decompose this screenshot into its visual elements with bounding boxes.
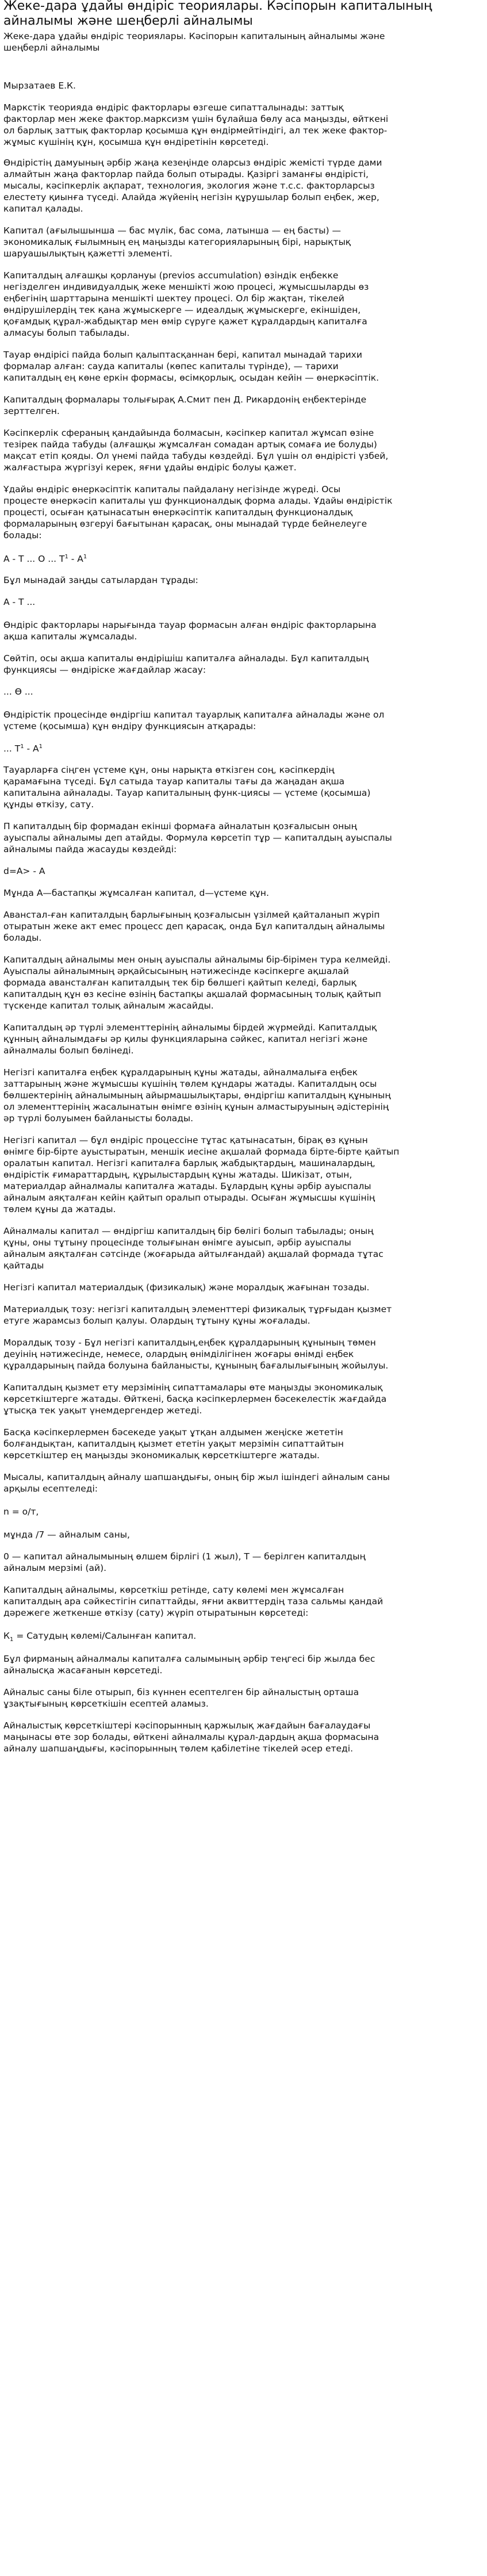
text-line: болады: [3, 530, 42, 540]
text-line: айналым аяқталған сәтсінде (жоғарыда айтылғандай) ақшалай формада тұтас [3, 1249, 384, 1259]
text-line: жұмыс күшінің құн, қосымша құн өндіретінін көрсетеді. [3, 137, 269, 147]
text-line: Айналыс саны біле отырып, біз күннен есептелген бір айналыстың орташа [3, 1687, 359, 1697]
text-line: деуінің нәтижесінде, немесе, олардың өнімділігінен жоғары өнімді еңбек [3, 1349, 354, 1359]
text-line: құны, оны тұтыну процесінде толығынан өнімге ауысып, әрбір ауыспалы [3, 1237, 351, 1248]
text-line: Негізгі капиталға еңбек құралдарының құны жатады, айналмалыға еңбек [3, 1067, 358, 1078]
formula-stage-3: ... $Т^1 - А^1$ [3, 743, 43, 754]
text-line: айналымы пайда жасауды көздейді: [3, 844, 177, 854]
text-line: Аванстал-ған капиталдың барлығының қозғалысын үзілмей қайталанып жүріп [3, 910, 380, 920]
text-line: формада авансталған капиталдың тек бір бөлшегі қайтып келеді, барлық [3, 977, 356, 988]
text-line: Тауар өндірісі пайда болып қалыптасқаннан бері, капитал мынадай тарихи [3, 350, 362, 360]
text-line: алмайтын жаңа факторлар пайда болып отырады. Қазіргі заманғы өндірісті, [3, 169, 369, 179]
text-line: экономикалық ғылымның ең маңызды категорияларының бірі, нарықтық [3, 237, 351, 247]
text-line: факторлар мен жеке фактор.марксизм үшін бұлайша бөлу аса маңызды, өйткені [3, 114, 389, 124]
text-line: заттарының және жұмысшы күшінің төлем құндары жатады. Капиталдың осы [3, 1079, 377, 1089]
text-line: зерттелген. [3, 406, 60, 416]
text-line: ауыспалы айналымы деп атайды. Формула көрсетіп тұр — капиталдың ауыспалы [3, 833, 392, 843]
text-line: қайтады [3, 1260, 44, 1271]
text-line: Өндірістің дамуының әрбір жаңа кезеңінде оларсыз өндіріс жемісті түрде дами [3, 158, 382, 168]
text-line: ақша капиталы жұмсалады. [3, 631, 137, 642]
formula-profit: d=A> - A [3, 866, 45, 876]
text-line: еңбегінің шарттарына меншікті шектеу процесі. Ол бір жақтан, тікелей [3, 293, 344, 304]
text-line: Материалдық тозу: негізгі капиталдың элементтері физикалық тұрғыдан қызмет [3, 1304, 392, 1314]
text-line: Капиталдың қызмет ету мерзімінің сипаттамалары өте маңызды экономикалық [3, 1382, 383, 1393]
text-line: қоғамдық құрал-жабдықтар мен өмір сүруге қажет құралдардың капиталға [3, 316, 367, 327]
text-line: Негізгі капитал материалдық (физикалық) және моралдық жағынан тозады. [3, 1282, 370, 1293]
text-line: отыратын жеке акт емес процесс деп қарасақ, онда Бұл капиталдың айналымы [3, 921, 385, 931]
text-line: өндірушілердің тек қана жұмыскерге — идеалдық жұмыскерге, екіншіден, [3, 305, 361, 315]
text-line: бөлшектерінің айналымының айырмашылықтары, өндіргіш капиталдың құнының [3, 1090, 391, 1101]
formula-stage-1: А - Т ... [3, 597, 36, 607]
text-line: ол элементтерінің жасалынатын өнімге өзінің құнын алмастыруының әдістерінің [3, 1102, 389, 1112]
text-line: Басқа кәсіпкерлермен бәсекеде уақыт ұтқан алдымен жеңіске жететін [3, 1427, 343, 1438]
text-line: Капиталдың әр түрлі элементтерінің айналымы бірдей жүрмейді. Капиталдық [3, 1022, 377, 1033]
text-line: Маркстік теорияда өндіріс факторлары өзгеше сипатталынады: заттық [3, 102, 344, 113]
text-line: процесті, осыған қатынасатын өнеркәсіптік капиталдың функционалдық [3, 507, 353, 518]
text-line: болғандықтан, капиталдың қызмет ететін уақыт мерзімін сипаттайтын [3, 1439, 344, 1449]
text-line: формалар алған: саудa капиталы (көпес капиталы түрінде), — тарихи [3, 361, 339, 371]
text-line: мақсат етіп қояды. Ол үнемі пайда табуды көздейді. Бұл үшін ол өндірісті үзбей, [3, 451, 389, 461]
text-line: айналу шапшаңдығы, кәсіпорынның төлем қабілетіне тікелей әсер етеді. [3, 1743, 354, 1754]
text-line: Ұдайы өндіріс өнеркәсіптік капиталы пайдалану негізінде жүреді. Осы [3, 484, 341, 494]
text-line: дәрежеге жеткенше өткізу (сату) жүріп отыратынын көрсетеді: [3, 1608, 309, 1618]
text-line: функциясы — өндіріске жағдайлар жасау: [3, 665, 206, 675]
text-line: материалдар айналмалы капиталға жатады. Бұлардың құны әрбір ауыспалы [3, 1181, 371, 1191]
text-line: 0 — капитал айналымының өлшем бірлігі (1 жыл), Т — берілген капиталдың [3, 1551, 366, 1562]
text-line: құралдарының пайда болуына байланысты, құнының бағалылығының жойылуы. [3, 1360, 389, 1371]
text-line: өнімге бір-бірте ауыстыратын, меншік иесіне ақшалай формада бірте-бірте қайтып [3, 1147, 400, 1157]
text-line: Мысалы, капиталдың айналу шапшаңдығы, оның бір жыл ішіндегі айналым саны [3, 1472, 390, 1482]
text-line: оралатын капитал. Негізгі капиталға барлық жабдықтардың, машиналардың, [3, 1158, 375, 1168]
text-line: процесте өнеркәсіп капиталы үш функционалдық форма алады. Ұдайы өндірістік [3, 496, 393, 506]
text-line: тезірек пайда табуды (алғашқы жұмсалған сомадан артық сомаға ие болуды) [3, 439, 377, 450]
text-line: Мұнда A—бастапқы жұмсалған капитал, d—үстеме құн. [3, 888, 269, 898]
text-line: маңынасы өте зор болады, өйткені айналмалы құрал-дардың ақша формасына [3, 1732, 379, 1742]
text-line: етуге жарамсыз болып қалуы. Олардың тұтыну құны жоғалады. [3, 1316, 310, 1326]
text-line: әр түрлі болуымен байланысты болады. [3, 1113, 194, 1124]
text-line: үстеме (қосымша) құн өндіру функциясын атқарады: [3, 721, 256, 731]
text-line: Сөйтіп, осы ақша капиталы өндірішіш капиталға айналады. Бұл капиталдың [3, 653, 369, 664]
text-line: Капиталдың айналымы, көрсеткіш ретінде, сату көлемі мен жұмсалған [3, 1585, 344, 1595]
text-line: көрсеткіштер ең маңызды экономикалық көрсеткіштерге жатады. [3, 1450, 320, 1460]
text-line: формаларының өзгеруі бағытынан қарасақ, оны мынадай түрде бейнелеуге [3, 519, 367, 529]
text-line: айналысқа жасағанын көрсетеді. [3, 1665, 163, 1676]
text-line: Капиталдың айналымы мен оның ауыспалы айналымы бір-бірімен тура келмейді. [3, 954, 391, 965]
text-line: капиталдың ең көне еркін формасы, өсімқорлық, осыдан кейін — өнеркәсіптік. [3, 373, 379, 383]
text-line: Кәсіпкерлік сфераның қандайында болмасын, кәсіпкер капитал жұмсап өзіне [3, 428, 374, 438]
text-line: қарамағына түседі. Бұл сатыда тауар капиталы тағы да жаңадан ақша [3, 776, 345, 787]
page-subheading-line-2: шеңберлі айналымы [3, 43, 100, 53]
text-line: мұнда /7 — айналым саны, [3, 1529, 130, 1540]
text-line: ұзақтығының көрсеткішін есептей аламыз. [3, 1699, 209, 1709]
text-line: айналым мерзімі (ай). [3, 1563, 107, 1573]
text-line: Капитал (ағылышынша — бас мүлік, бас сома, латынша — ең басты) — [3, 225, 341, 236]
text-line: Бұл фирманың айналмалы капиталға салымының әрбір теңгесі бір жылда бес [3, 1654, 375, 1664]
text-line: Тауарларға сіңген үстеме құн, оны нарықта өткізген соң, кәсіпкердің [3, 765, 335, 775]
text-line: құнды өткізу, сату. [3, 799, 94, 810]
text-line: түскенде капитал толық айналым жасайды. [3, 1000, 214, 1011]
text-line: Бұл мынадай заңды сатылардан тұрады: [3, 575, 198, 585]
text-line: Капиталдың формалары толығырақ А.Смит пен Д. Рикардонің еңбектерінде [3, 394, 367, 405]
author-name: Мырзатаев Е.К. [3, 80, 76, 91]
page-subheading-line-1: Жеке-дара ұдайы өндіріс теориялары. Кәсіпорын капиталының айналымы және [3, 31, 385, 41]
text-line: капиталдың құн өз кесіне өзінің бастапқы ақшалай формасының толық қайтып [3, 989, 381, 999]
page-heading-line-1: Жеке-дара ұдайы өндіріс теориялары. Кәсіпорын капиталының [3, 0, 432, 13]
text-line: ұтысқа тек уақыт үнемдергендер жетеді. [3, 1405, 202, 1416]
page-heading-line-2: айналымы және шеңберлі айналымы [3, 14, 253, 28]
text-line: жалғастыра жүргізуі керек, яғни ұдайы өндіріс болуы қажет. [3, 462, 297, 473]
text-line: Айналмалы капитал — өндіргіш капиталдың бір бөлігі болып табылады; оның [3, 1226, 374, 1236]
formula-circuit: А - Т ... О ... $Т^1 - А^1$ [3, 554, 87, 565]
text-line: өндірістік ғимараттардың, құрылыстардың құны жатады. Шикізат, отын, [3, 1170, 352, 1180]
text-line: негізделген индивидуалдық жеке меншікті жою процесі, жұмысшыларды өз [3, 282, 369, 292]
text-line: болады. [3, 933, 42, 943]
text-line: Негізгі капитал — бұл өндіріс процессіне тұтас қатынасатын, бірақ өз құнын [3, 1135, 368, 1145]
text-line: көрсеткіштерге жатады. Өйткені, басқа кәсіпкерлермен бәсекелестік жағдайда [3, 1394, 387, 1404]
text-line: елестету қиынға түседі. Алайда жүйенің негізін құрушылар болып еңбек, жер, [3, 192, 379, 202]
text-line: Айналыстық көрсеткіштері кәсіпорынның қаржылық жағдайын бағалаудағы [3, 1720, 371, 1731]
text-line: алмасуы болып табылады. [3, 328, 130, 338]
text-line: Капиталдың алғашқы қорлануы (previos accumulation) өзіндік еңбекке [3, 270, 339, 281]
text-line: Өндіріс факторлары нарығында тауар формасын алған өндіріс факторларына [3, 620, 377, 630]
text-line: ол барлық заттық факторлар қосымша құн өндірмейтіндігі, ал тек жеке фактор- [3, 125, 388, 136]
text-line: арқылы есептеледі: [3, 1483, 98, 1494]
text-line: капитал қалады. [3, 204, 83, 214]
text-line: Өндірістік процесінде өндіргіш капитал тауарлық капиталға айналады және ол [3, 710, 385, 720]
text-line: шаруашылықтың қажетті элементі. [3, 248, 172, 259]
text-line: айналмалы болып бөлінеді. [3, 1045, 134, 1056]
text-line: мысалы, кәсіпкерлік ақпарат, технология, экология және т.с.с. факторларсыз [3, 181, 375, 191]
formula-turnover: n = о/т, [3, 1506, 39, 1517]
text-line: Моралдық тозу - Бұл негізгі капиталдың,еңбек құралдарының құнының төмен [3, 1337, 376, 1348]
text-line: капиталдың ара сәйкестігін сипаттайды, яғни аквиттердің таза сальмы қандай [3, 1596, 384, 1607]
text-line: капиталына айналады. Тауар капиталының функ-циясы — үстеме (қосымша) [3, 788, 371, 798]
text-line: айналым аяқталған кейін қайтып оралып отырады. Осыған жұмысшы күшінің [3, 1193, 375, 1203]
text-line: П капиталдың бір формадан екінші формаға айналатын қозғалысын оның [3, 821, 357, 831]
formula-stage-2: ... Ө ... [3, 687, 33, 697]
text-line: Ауыспалы айналымның әрқайсысының нәтижесінде кәсіпкерге ақшалай [3, 966, 349, 976]
text-line: төлем құны да жатады. [3, 1204, 116, 1214]
formula-k1: $К_1$ = Сатудың көлемі/Салынған капитал. [3, 1631, 197, 1643]
text-line: құнның айналымдағы әр қилы функцияларына сәйкес, капитал негізгі және [3, 1034, 368, 1044]
